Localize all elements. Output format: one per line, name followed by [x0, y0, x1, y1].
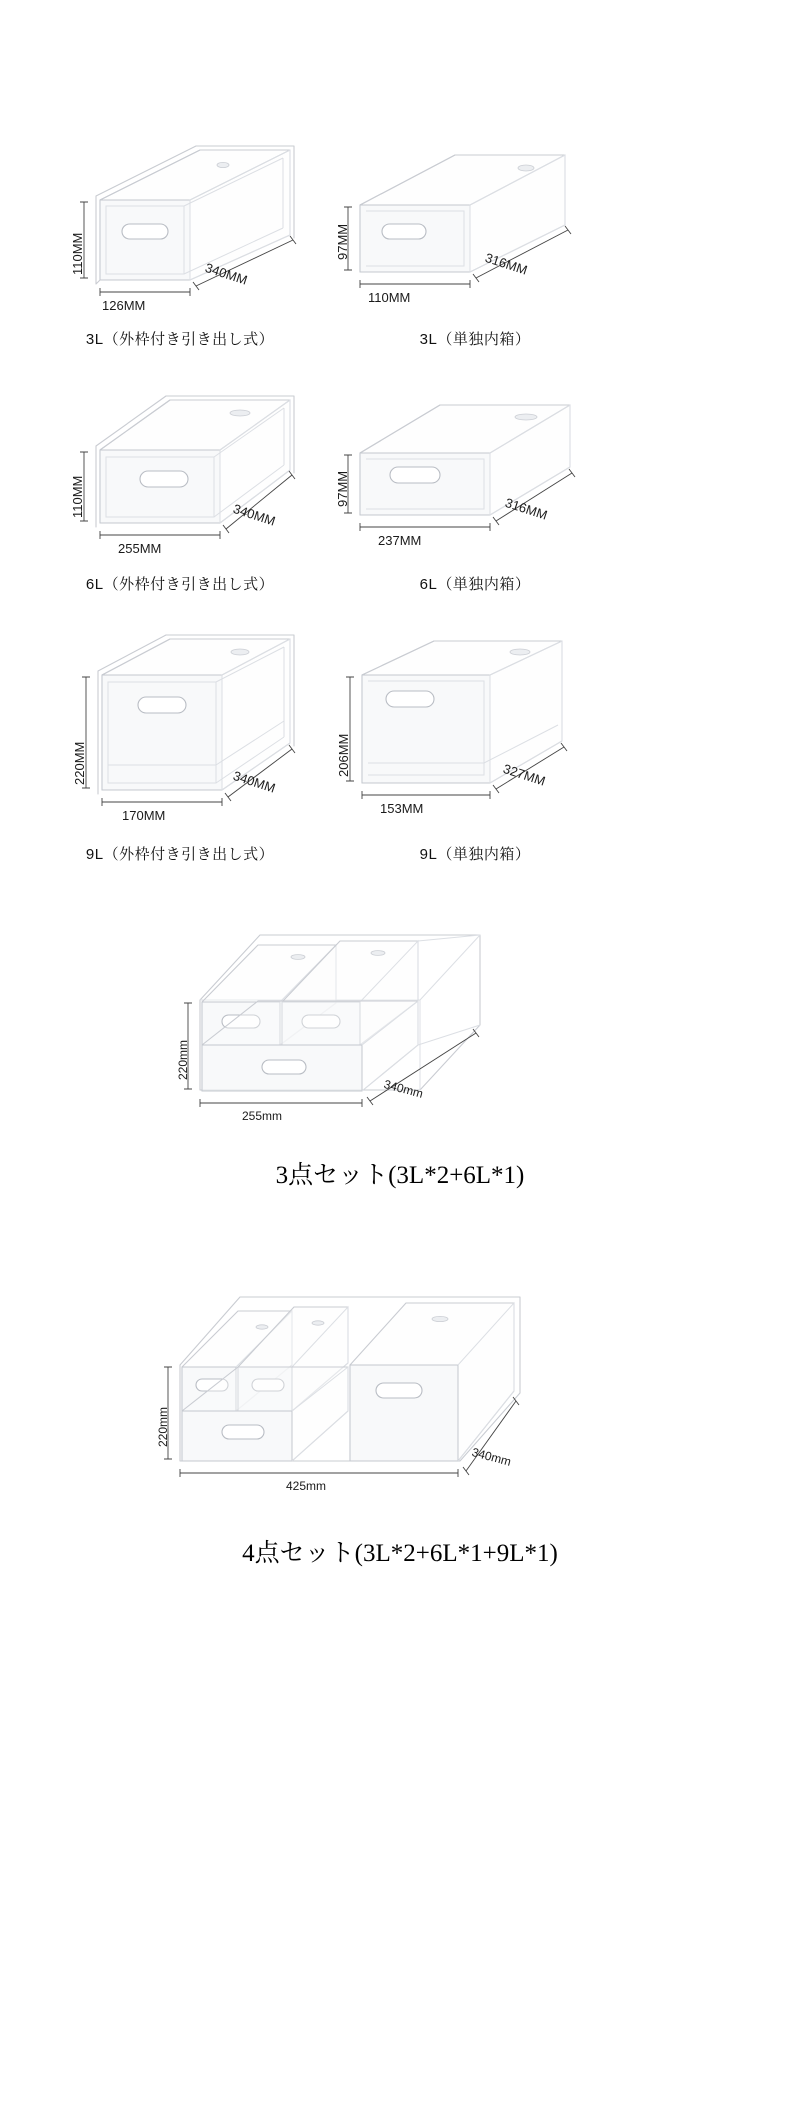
- product-row-2: [0, 375, 800, 605]
- product-3l-inner: [330, 120, 620, 348]
- dim-width-6l-drawer: 255MM: [118, 541, 162, 556]
- dim-depth-9l-drawer: 340MM: [231, 768, 278, 796]
- dim-depth-6l-drawer: 340MM: [231, 501, 278, 529]
- dim-depth-3l-drawer: 340MM: [203, 260, 250, 288]
- dim-width-set-3: 255mm: [242, 1109, 283, 1123]
- caption-9l-drawer: 9L（外枠付き引き出し式）: [85, 846, 275, 863]
- product-row-3: [0, 625, 800, 875]
- dim-height-6l-drawer: 110MM: [70, 475, 85, 518]
- caption-6l-inner: 6L（単独内箱）: [419, 576, 531, 593]
- dim-depth-set-4: 340mm: [470, 1445, 513, 1469]
- illustration-set-4: [140, 1265, 660, 1505]
- product-row-1: [0, 120, 800, 350]
- product-set-4: [140, 1265, 660, 1535]
- set-row-4piece: [0, 1265, 800, 1565]
- dim-depth-set-3: 340mm: [382, 1077, 425, 1101]
- dim-height-3l-drawer: 110MM: [70, 232, 85, 275]
- dim-height-9l-inner: 206MM: [336, 733, 351, 777]
- product-6l-inner: [330, 375, 620, 595]
- illustration-9l-drawer: [40, 625, 320, 840]
- illustration-set-3: [150, 905, 650, 1135]
- illustration-6l-inner: [330, 375, 620, 575]
- caption-3l-drawer: 3L（外枠付き引き出し式）: [85, 331, 275, 348]
- illustration-3l-drawer: [40, 120, 320, 320]
- dim-height-9l-drawer: 220MM: [72, 741, 87, 785]
- dim-depth-6l-inner: 316MM: [503, 495, 550, 523]
- product-9l-drawer: [40, 625, 320, 865]
- caption-3l-inner: 3L（単独内箱）: [419, 331, 531, 348]
- dim-width-3l-drawer: 126MM: [102, 298, 146, 313]
- illustration-9l-inner: [330, 625, 620, 840]
- dim-width-9l-inner: 153MM: [380, 801, 424, 816]
- dim-width-9l-drawer: 170MM: [122, 808, 166, 823]
- dim-depth-9l-inner: 327MM: [501, 761, 548, 789]
- caption-set-4: 4点セット(3L*2+6L*1+9L*1): [242, 1540, 558, 1567]
- product-9l-inner: [330, 625, 620, 865]
- dim-width-6l-inner: 237MM: [378, 533, 422, 548]
- dim-width-3l-inner: 110MM: [368, 290, 411, 305]
- caption-6l-drawer: 6L（外枠付き引き出し式）: [85, 576, 275, 593]
- dim-height-6l-inner: 97MM: [335, 470, 350, 507]
- dim-depth-3l-inner: 316MM: [483, 250, 530, 278]
- dim-width-set-4: 425mm: [286, 1479, 327, 1493]
- product-3l-drawer: [40, 120, 320, 348]
- dim-height-set-4: 220mm: [156, 1406, 170, 1447]
- caption-set-3: 3点セット(3L*2+6L*1): [275, 1162, 525, 1189]
- product-6l-drawer: [40, 375, 320, 595]
- set-row-3piece: [0, 905, 800, 1189]
- dim-height-set-3: 220mm: [176, 1039, 190, 1080]
- caption-9l-inner: 9L（単独内箱）: [419, 846, 531, 863]
- dim-height-3l-inner: 97MM: [335, 223, 350, 260]
- product-set-3: [150, 905, 650, 1165]
